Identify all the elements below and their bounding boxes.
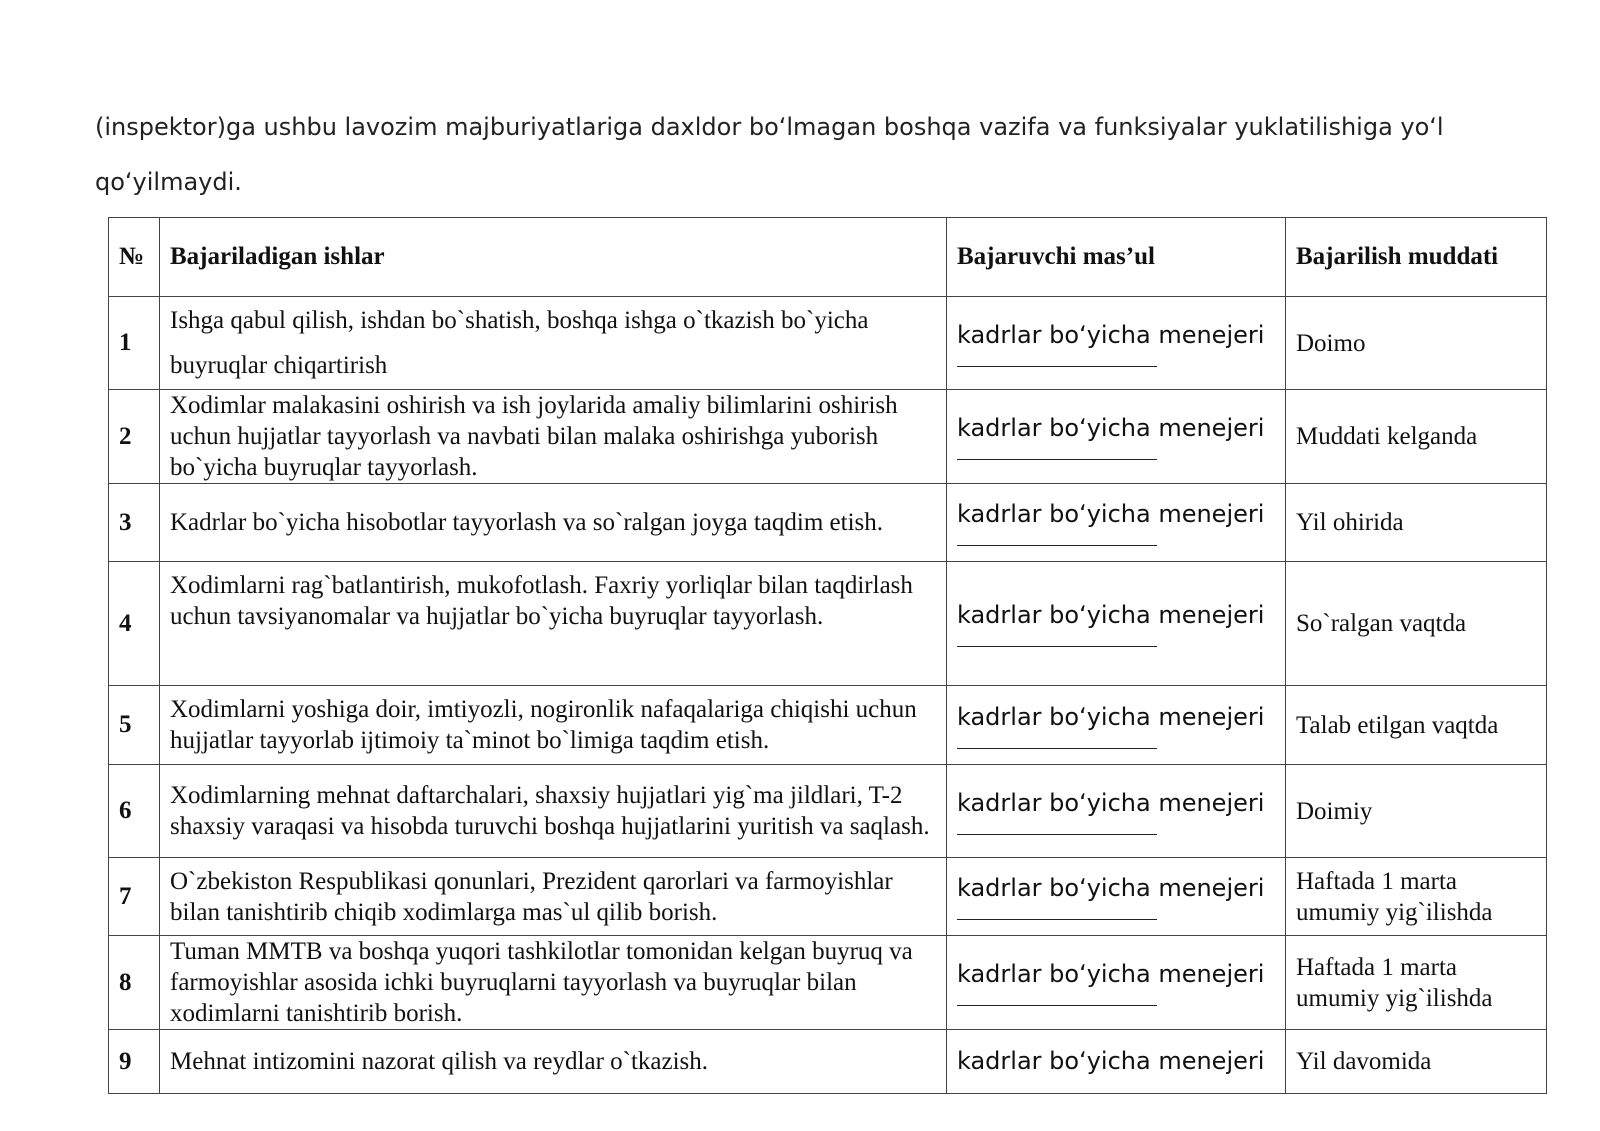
- table-row: [109, 858, 1547, 936]
- row-task: Xodimlarning mehnat daftarchalari, shaxsiy hujjatlari yig`ma jildlari, T-2 shaxsiy varaqasi va hisobda turuvchi boshqa hujjatlarini yuritish va saqlash.: [160, 765, 947, 858]
- row-num: 8: [109, 936, 160, 1030]
- responsible-label: kadrlar boʻyicha menejeri: [957, 702, 1265, 731]
- responsible-label: kadrlar boʻyicha menejeri: [957, 1046, 1265, 1075]
- row-deadline: So`ralgan vaqtda: [1286, 562, 1547, 686]
- row-task: Xodimlarni rag`batlantirish, mukofotlash. Faxriy yorliqlar bilan taqdirlash uchun tavsiyanomalar va hujjatlar bo`yicha buyruqlar tayyorlash.: [160, 562, 947, 686]
- responsible-label: kadrlar boʻyicha menejeri: [957, 414, 1265, 442]
- row-deadline: Yil davomida: [1286, 1030, 1547, 1094]
- row-num: 7: [109, 858, 160, 936]
- row-task: Xodimlarni yoshiga doir, imtiyozli, nogironlik nafaqalariga chiqishi uchun hujjatlar tayyorlab ijtimoiy ta`minot bo`limiga taqdim etish.: [160, 686, 947, 765]
- responsible-label: kadrlar boʻyicha menejeri: [957, 320, 1265, 349]
- row-task: Mehnat intizomini nazorat qilish va reydlar o`tkazish.: [160, 1030, 947, 1094]
- responsible-label: kadrlar boʻyicha menejeri: [957, 500, 1265, 528]
- table-row: [109, 562, 1547, 686]
- table-row: [109, 297, 1547, 390]
- row-deadline: Doimiy: [1286, 765, 1547, 858]
- row-responsible: [947, 1030, 1286, 1094]
- signature-line: [957, 991, 1157, 1006]
- row-num: 5: [109, 686, 160, 765]
- row-responsible: [947, 562, 1286, 686]
- responsible-label: kadrlar boʻyicha menejeri: [957, 788, 1265, 817]
- duties-table: [108, 217, 1547, 1094]
- row-deadline: Haftada 1 marta umumiy yig`ilishda: [1286, 858, 1547, 936]
- header-num: №: [109, 218, 160, 297]
- table-row: [109, 765, 1547, 858]
- signature-line: [957, 445, 1157, 460]
- row-num: 4: [109, 562, 160, 686]
- signature-line: [957, 632, 1157, 647]
- responsible-label: kadrlar boʻyicha menejeri: [957, 601, 1265, 629]
- row-num: 1: [109, 297, 160, 390]
- signature-line: [957, 820, 1157, 835]
- row-deadline: Muddati kelganda: [1286, 390, 1547, 484]
- row-num: 3: [109, 484, 160, 562]
- signature-line: [957, 734, 1157, 749]
- row-task: Ishga qabul qilish, ishdan bo`shatish, boshqa ishga o`tkazish bo`yicha buyruqlar chiqartirish: [160, 297, 947, 390]
- row-responsible: [947, 390, 1286, 484]
- row-task: Xodimlar malakasini oshirish va ish joylarida amaliy bilimlarini oshirish uchun hujjatlar tayyorlash va navbati bilan malaka oshirishga yuborish bo`yicha buyruqlar tayyorlash.: [160, 390, 947, 484]
- signature-line: [957, 352, 1157, 367]
- signature-line: [957, 531, 1157, 546]
- table-row: [109, 686, 1547, 765]
- row-deadline: Doimo: [1286, 297, 1547, 390]
- table-row: [109, 484, 1547, 562]
- table-row: [109, 1030, 1547, 1094]
- row-task: Kadrlar bo`yicha hisobotlar tayyorlash va so`ralgan joyga taqdim etish.: [160, 484, 947, 562]
- row-responsible: [947, 484, 1286, 562]
- row-responsible: [947, 765, 1286, 858]
- table-row: [109, 936, 1547, 1030]
- intro-paragraph: (inspektor)ga ushbu lavozim majburiyatlariga daxldor boʻlmagan boshqa vazifa va funksiyalar yuklatilishiga yoʻl qoʻyilmaydi.: [95, 113, 1444, 196]
- row-responsible: [947, 858, 1286, 936]
- row-responsible: [947, 936, 1286, 1030]
- table-row: [109, 390, 1547, 484]
- signature-line: [957, 905, 1157, 920]
- row-task: O`zbekiston Respublikasi qonunlari, Prezident qarorlari va farmoyishlar bilan tanishtirib chiqib xodimlarga mas`ul qilib borish.: [160, 858, 947, 936]
- row-deadline: Yil ohirida: [1286, 484, 1547, 562]
- row-deadline: Haftada 1 marta umumiy yig`ilishda: [1286, 936, 1547, 1030]
- row-task: Tuman MMTB va boshqa yuqori tashkilotlar tomonidan kelgan buyruq va farmoyishlar asosida ichki buyruqlarni tayyorlash va buyruqlar bilan xodimlarni tanishtirib borish.: [160, 936, 947, 1030]
- row-responsible: [947, 297, 1286, 390]
- responsible-label: kadrlar boʻyicha menejeri: [957, 960, 1265, 988]
- header-deadline: Bajarilish muddati: [1286, 218, 1547, 297]
- row-num: 6: [109, 765, 160, 858]
- row-num: 9: [109, 1030, 160, 1094]
- row-num: 2: [109, 390, 160, 484]
- row-deadline: Talab etilgan vaqtda: [1286, 686, 1547, 765]
- table-header-row: [109, 218, 1547, 297]
- responsible-label: kadrlar boʻyicha menejeri: [957, 874, 1265, 902]
- row-responsible: [947, 686, 1286, 765]
- header-task: Bajariladigan ishlar: [160, 218, 947, 297]
- header-responsible: Bajaruvchi mas’ul: [947, 218, 1286, 297]
